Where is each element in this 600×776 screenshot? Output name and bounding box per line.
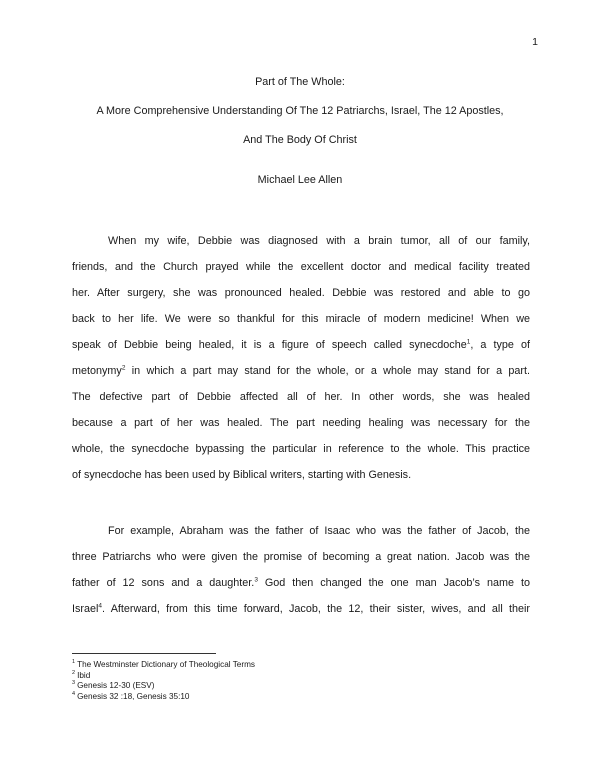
author-name: Michael Lee Allen	[257, 174, 343, 186]
footnote	[72, 660, 532, 671]
body-paragraph-1	[72, 228, 530, 488]
footnote-reference[interactable]: 4	[98, 602, 103, 610]
footnote-text: Genesis 32 :18, Genesis 35:10	[77, 691, 190, 701]
paragraph-line	[72, 570, 530, 596]
paragraph-line: of synecdoche has been used by Biblical writers, starting with Genesis.	[72, 469, 412, 481]
document-title	[40, 68, 560, 155]
text-run: speak of Debbie being healed, it is a figure of speech called synecdoche	[72, 339, 467, 351]
paragraph-line: whole, the synecdoche bypassing the particular in reference to the whole. This practice	[72, 443, 530, 455]
footnote-reference[interactable]: 3	[254, 576, 258, 584]
footnotes	[72, 660, 532, 702]
paragraph-line	[72, 358, 530, 384]
footnote-number: 3	[72, 680, 76, 687]
footnote-text: Genesis 12-30 (ESV)	[77, 681, 155, 690]
body-paragraph-2	[72, 518, 530, 622]
footnote-separator	[72, 653, 216, 654]
title-line-2: A More Comprehensive Understanding Of The 12 Patriarchs, Israel, The 12 Apostles,	[96, 105, 504, 117]
text-run: father of 12 sons and a daughter.	[72, 577, 255, 589]
footnote-number: 4	[72, 690, 76, 697]
footnote-reference[interactable]: 2	[121, 364, 126, 372]
footnote-reference[interactable]: 1	[466, 338, 471, 346]
title-line-3: And The Body Of Christ	[243, 134, 357, 146]
paragraph-line	[72, 596, 530, 622]
footnote-text: The Westminster Dictionary of Theological Terms	[77, 660, 255, 669]
paragraph-line	[72, 332, 530, 358]
footnote	[72, 671, 532, 682]
footnote	[72, 681, 532, 692]
paragraph-line: friends, and the Church prayed while the excellent doctor and medical facility treated	[72, 261, 530, 273]
text-run: , a type of	[470, 339, 530, 351]
text-run: . Afterward, from this time forward, Jacob, the 12, their sister, wives, and all their	[102, 603, 530, 615]
text-run: God then changed the one man Jacob’s name to	[257, 577, 530, 589]
text-run: metonymy	[72, 365, 122, 377]
paragraph-line: her. After surgery, she was pronounced healed. Debbie was restored and able to go	[72, 287, 530, 299]
paragraph-line: because a part of her was healed. The part needing healing was necessary for the	[72, 417, 530, 429]
footnote	[72, 692, 532, 703]
page-number: 1	[532, 36, 538, 48]
paragraph-line: The defective part of Debbie affected all of her. In other words, she was healed	[72, 391, 530, 403]
text-run: Israel	[72, 603, 99, 615]
footnote-text: Ibid	[77, 670, 91, 680]
footnote-number: 2	[72, 669, 76, 676]
title-line-1: Part of The Whole:	[255, 76, 345, 88]
paragraph-line: For example, Abraham was the father of Isaac who was the father of Jacob, the	[108, 525, 530, 537]
footnote-number: 1	[72, 659, 76, 666]
paragraph-line: When my wife, Debbie was diagnosed with a brain tumor, all of our family,	[108, 235, 530, 247]
paragraph-line: three Patriarchs who were given the promise of becoming a great nation. Jacob was the	[72, 551, 530, 563]
paragraph-line: back to her life. We were so thankful for this miracle of modern medicine! When we	[72, 313, 530, 325]
text-run: in which a part may stand for the whole, or a whole may stand for a part.	[125, 365, 530, 377]
